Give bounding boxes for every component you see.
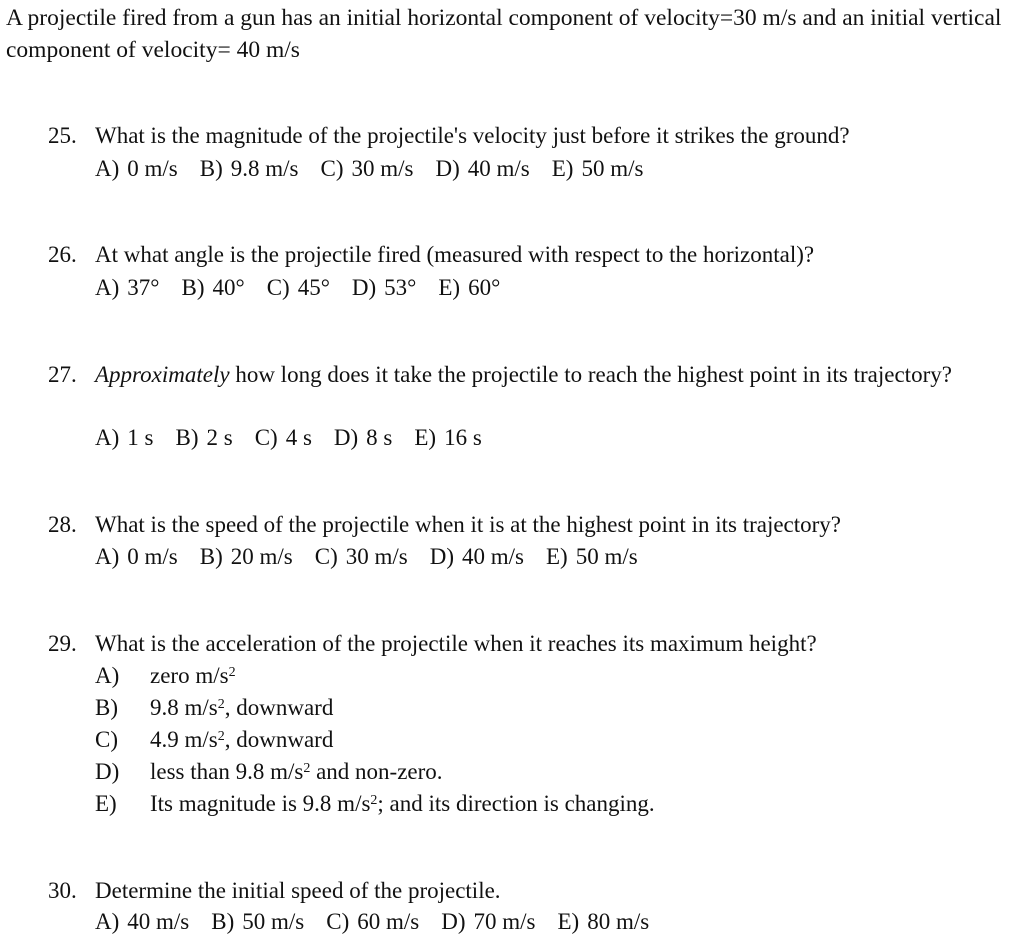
choice-d[interactable]: D) 70 m/s — [441, 909, 536, 934]
choice-d[interactable]: D) 40 m/s — [429, 544, 524, 569]
choice-e[interactable]: E) 60° — [438, 275, 501, 300]
choice-c[interactable]: C) 4.9 $m/s^2$, downward — [95, 727, 334, 752]
choice-b[interactable]: B) 9.8 $m/s^2$, downward — [95, 695, 334, 720]
question-text: What is the acceleration of the projectile when it reaches its maximum height? — [95, 631, 817, 656]
choice-b[interactable]: B) 20 m/s — [199, 544, 293, 569]
question-26-choices — [95, 273, 522, 303]
question-text: At what angle is the projectile fired (measured with respect to the horizontal)? — [95, 242, 815, 267]
question-28-choices — [95, 542, 660, 572]
question-text: Approximately how long does it take the projectile to reach the highest point in its trajectory? — [95, 362, 952, 387]
choice-c[interactable]: C) 45° — [266, 275, 330, 300]
question-emphasis: Approximately — [95, 362, 230, 387]
question-text: Determine the initial speed of the projectile. — [95, 878, 501, 903]
choice-d[interactable]: D) 40 m/s — [435, 156, 530, 181]
choice-c[interactable]: C) 30 m/s — [320, 156, 414, 181]
choice-a[interactable]: A) 0 m/s — [95, 544, 178, 569]
choice-d[interactable]: D) 53° — [351, 275, 417, 300]
choice-a[interactable]: A) zero $m/s^2$ — [95, 663, 236, 688]
choice-b[interactable]: B) 9.8 m/s — [199, 156, 299, 181]
question-number: 25. — [48, 123, 77, 148]
choice-a[interactable]: A) 1 s — [95, 425, 154, 450]
question-30-stem — [48, 876, 1008, 906]
question-text: What is the magnitude of the projectile's velocity just before it strikes the ground? — [95, 123, 850, 148]
choice-a[interactable]: A) 0 m/s — [95, 156, 178, 181]
choice-d[interactable]: D) less than 9.8 $m/s^2$ and non-zero. — [95, 759, 443, 784]
choice-e[interactable]: E) 16 s — [414, 425, 482, 450]
question-27-stem — [48, 360, 1023, 390]
question-number: 26. — [48, 242, 77, 267]
choice-b[interactable]: B) 2 s — [175, 425, 233, 450]
question-26-stem — [48, 240, 1008, 270]
choice-a[interactable]: A) 40 m/s — [95, 909, 190, 934]
question-30-choices — [95, 907, 671, 937]
choice-a[interactable]: A) 37° — [95, 275, 160, 300]
choice-c[interactable]: C) 30 m/s — [314, 544, 408, 569]
choice-c[interactable]: C) 60 m/s — [326, 909, 420, 934]
question-number: 29. — [48, 631, 77, 656]
choice-c[interactable]: C) 4 s — [254, 425, 312, 450]
choice-b[interactable]: B) 40° — [181, 275, 245, 300]
question-29-choices — [95, 660, 655, 820]
question-text: What is the speed of the projectile when it is at the highest point in its trajectory? — [95, 512, 842, 537]
question-number: 28. — [48, 512, 77, 537]
question-29-stem — [48, 629, 1008, 659]
question-27-choices — [95, 423, 504, 453]
choice-e[interactable]: E) 80 m/s — [557, 909, 650, 934]
choice-e[interactable]: E) Its magnitude is 9.8 $m/s^2$; and its direction is changing. — [95, 791, 655, 816]
question-28-stem — [48, 510, 1008, 540]
question-number: 27. — [48, 362, 77, 387]
problem-intro: A projectile fired from a gun has an initial horizontal component of velocity=30 m/s and an initial vertical component of velocity= 40 m/s — [6, 5, 1002, 63]
question-25-stem — [48, 121, 1008, 151]
question-number: 30. — [48, 878, 77, 903]
question-25-choices — [95, 154, 665, 184]
choice-e[interactable]: E) 50 m/s — [551, 156, 644, 181]
choice-d[interactable]: D) 8 s — [333, 425, 393, 450]
choice-e[interactable]: E) 50 m/s — [546, 544, 638, 569]
choice-b[interactable]: B) 50 m/s — [211, 909, 305, 934]
